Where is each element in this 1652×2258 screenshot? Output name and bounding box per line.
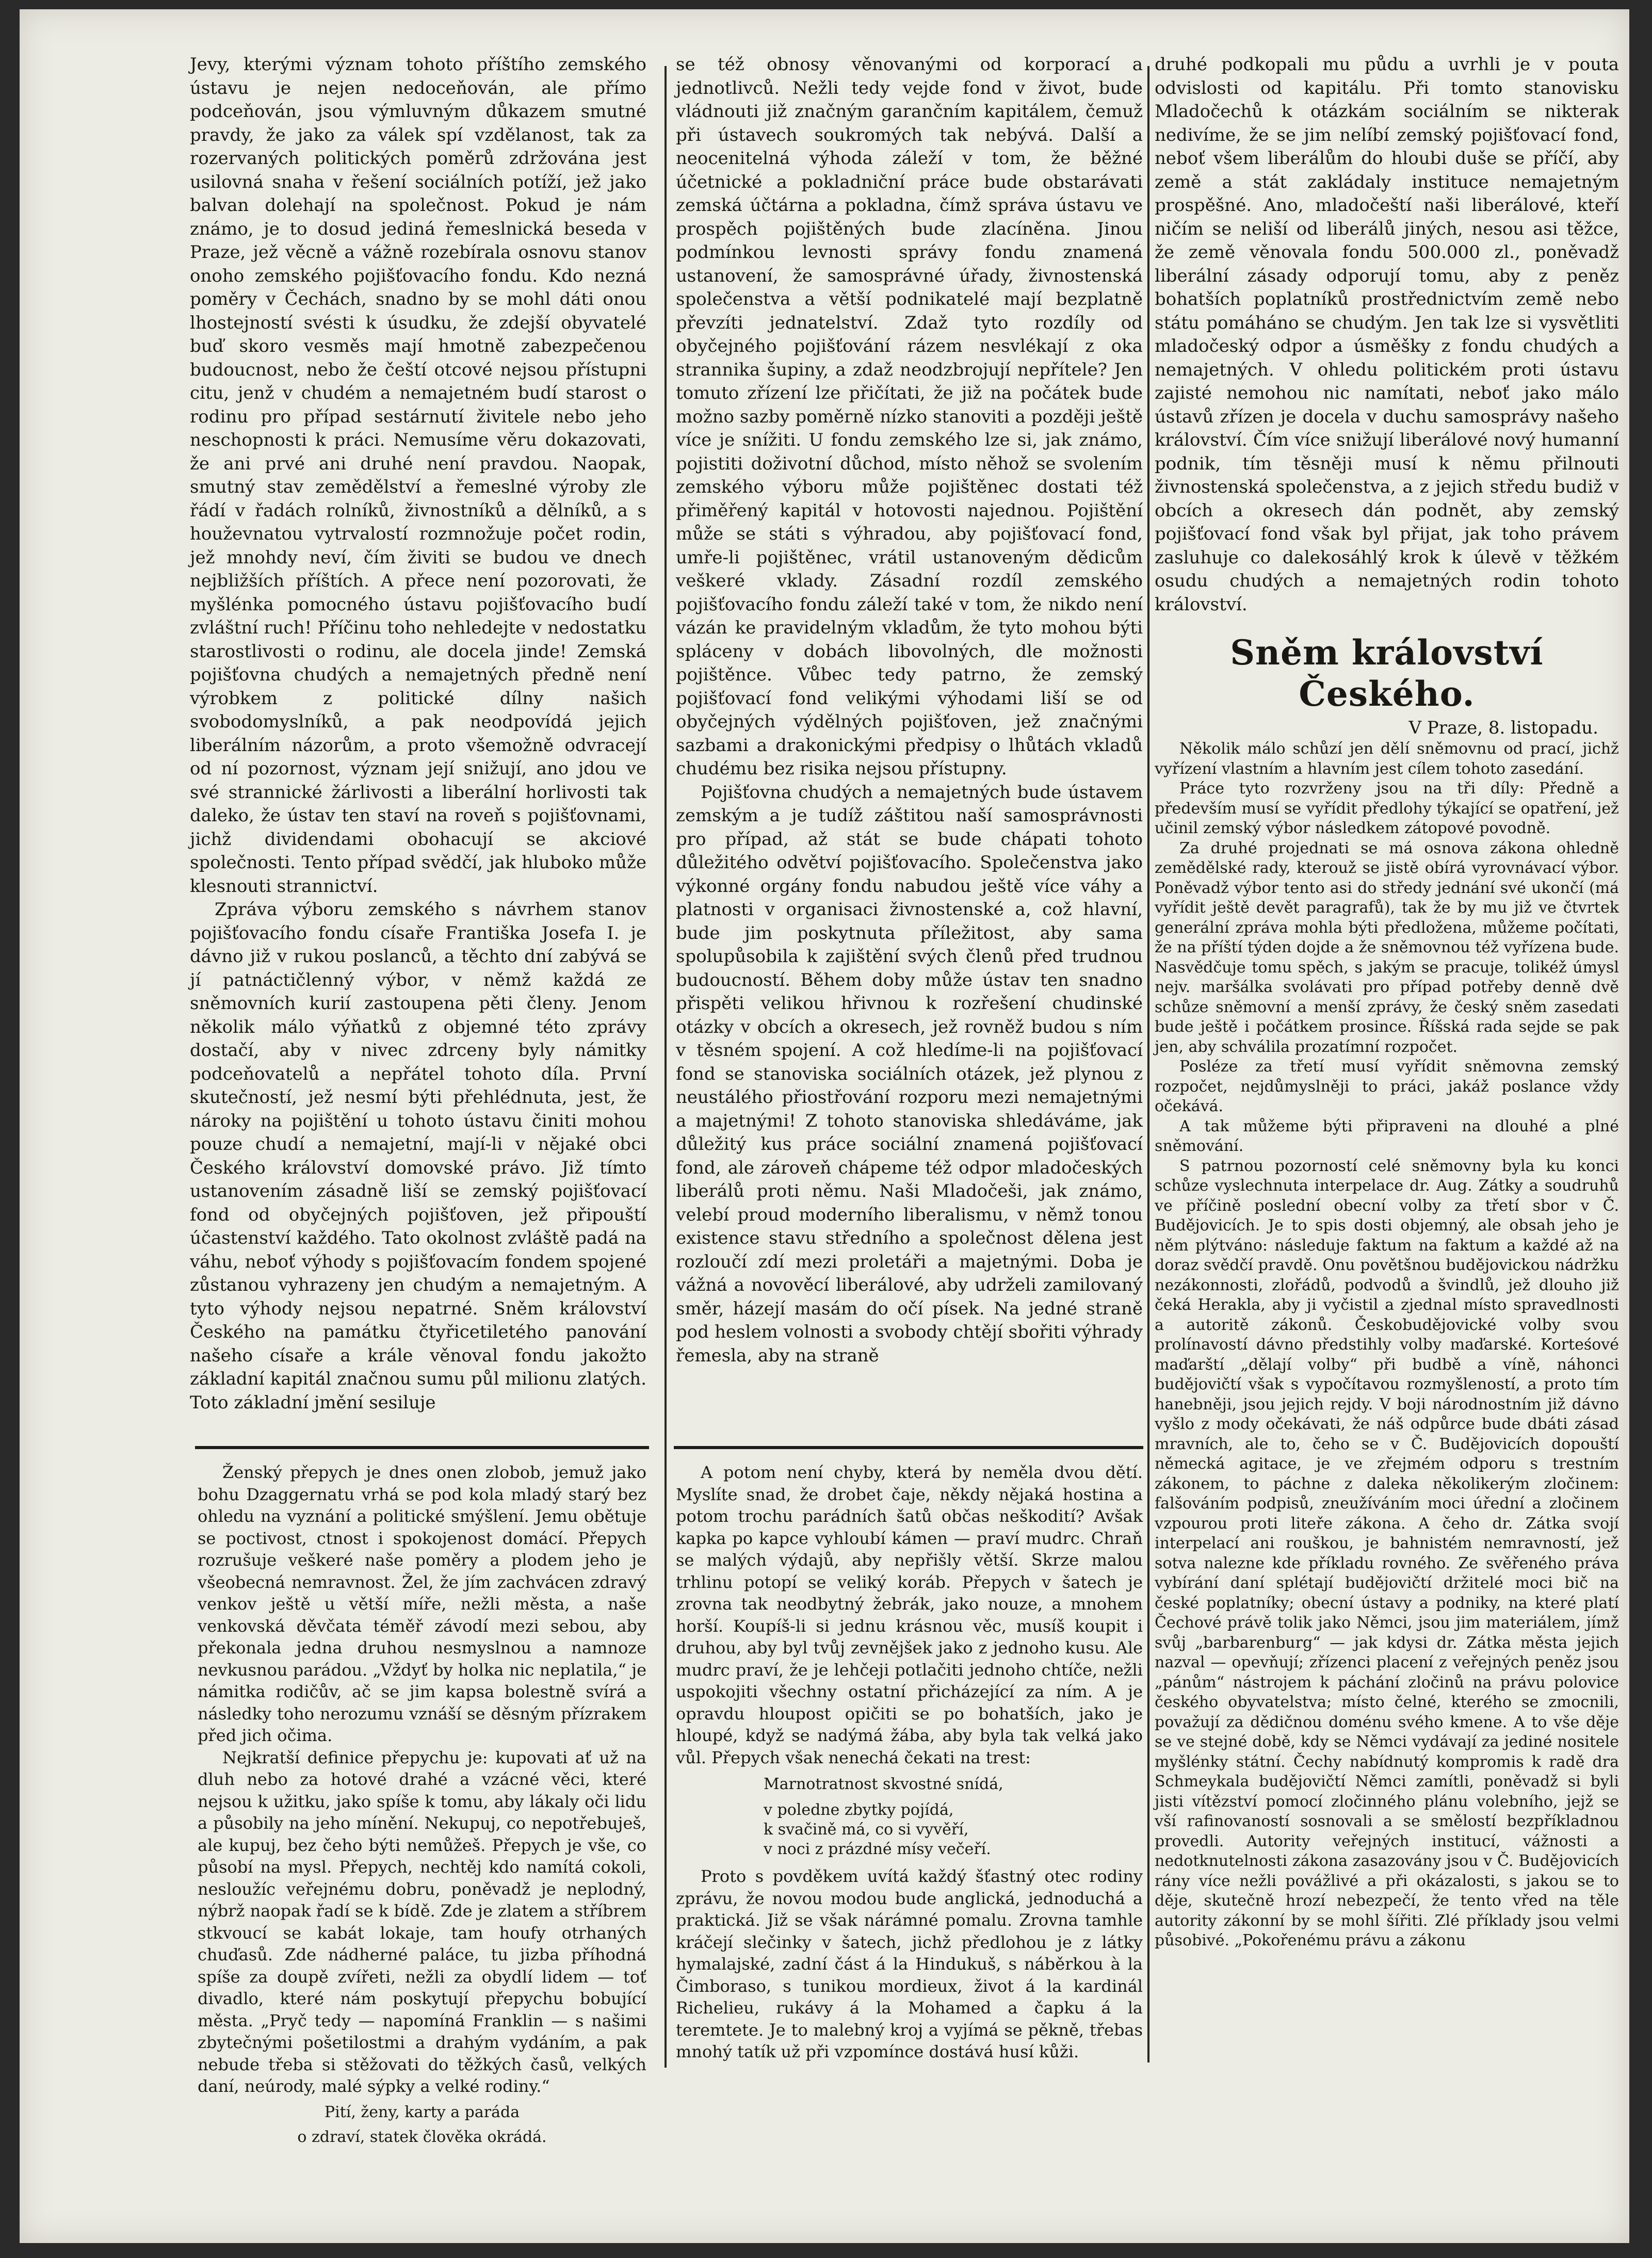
feuilleton-rule <box>674 1446 1143 1449</box>
article-paragraph: se též obnosy věnovanými od korporací a jednotlivců. Nežli tedy vejde fond v život, bude vládnouti již značným garančním kapitálem, čemuž při ústavech soukromých tak nebývá. Další a neocenitelná výhoda záleží v tom, že běžné účetnické a pokladniční práce bude obstarávati zemská účtárna a pokladna, čímž správa ústavu ve prospěch pojištěných bude zlacíněna. Jinou podmínkou levnosti správy fondu znamená ustanovení, že samosprávné úřady, živnostenská společenstva a větší podnikatelé mají bezplatně převzíti jednatelství. Zdaž tyto rozdíly od obyčejného pojišťování rázem nesvlékají z oka strannika šupiny, a zdaž neodzbrojují nepřítele? Jen tomuto zřízení lze přičítati, že již na počátek bude možno sazby poměrně nízko stanoviti a později ještě více je snížiti. U fondu zemského lze si, jak známo, pojistiti doživotní důchod, místo něhož se svolením zemského výboru může pojištěnec dostati též přiměřený kapitál v hotovosti najednou. Pojištění může se státi s výhradou, aby pojišťovací fond, umře-li pojištěnec, vrátil ustanoveným dědicům veškeré vklady. Zásadní rozdíl zemského pojišťovacího fondu záleží také v tom, že nikdo není vázán ke pravidelným vkladům, že tyto mohou býti spláceny v dobách libovolných, dle možnosti pojištěnce. Vůbec tedy patrno, že zemský pojišťovací fond velikými výhodami liší se od obyčejných výdělných pojišťoven, jež značnými sazbami a drakonickými předpisy o lhůtách vkladů chudému bez risika nejsou přístupny. <box>676 54 1143 779</box>
article-paragraph: Pojišťovna chudých a nemajetných bude ústavem zemským a je tudíž záštitou naší samosprávnosti pro případ, až stát se bude chápati tohoto důležitého odvětví pojišťovacího. Společenstva jako výkonné orgány fondu nabudou ještě více váhy a platnosti v organisaci živnostenské a, což hlavní, bude jim poskytnuta příležitost, aby sama spolupůsobila k zajištění svých členů před trudnou budoucností. Během doby může ústav ten snadno přispěti velikou hřivnou k rozřešení chudinské otázky v obcích a okresech, jež rovněž budou s ním v těsném spojení. A což hledíme-li na pojišťovací fond se stanoviska sociálních otázek, jež plynou z neustálého přiostřování rozporu mezi nemajetnými a majetnými! Z tohoto stanoviska shledáváme, jak důležitý kus práce sociální znamená pojišťovací fond, ale zároveň chápeme též odpor mladočeských liberálů proti němu. Naši Mladočeši, jak známo, velebí proud moderního liberalismu, v němž tonou existence stavu středního a společnost dělena jest rozloučí zdí mezi proletáři a majetnými. Doba je vážná a novověcí liberálové, aby udrželi zamilovaný směr, házejí masám do očí písek. Na jedné straně pod heslem volnosti a svobody chtějí sbořiti výhrady řemesla, aby na straně <box>676 782 1143 1366</box>
article-column-2 <box>676 53 1143 1368</box>
feuilleton-column-1 <box>198 1461 646 2152</box>
column-rule <box>1147 66 1149 2062</box>
section-heading: Sněm království Českého. <box>1230 632 1544 714</box>
column-rule <box>665 66 667 2068</box>
article-paragraph: Za druhé projednati se má osnova zákona ohledně zemědělské rady, kterouž se jistě obírá vyrovnávací výbor. Poněvadž výbor tento asi do středy jednání své ukončí (má vyřídit ještě devět paragrafů), tak že by mu již ve čtvrtek generální zpráva mohla býti předložena, můžeme počítati, že na příští týden dojde a že sněmovnou též vyřízena bude. Nasvědčuje tomu spěch, s jakým se pracuje, tolikéž úmysl nejv. maršálka svolávati pro případ potřeby denně dvě schůze sněmovní a menší zprávy, že český sněm zasedati bude ještě i počátkem prosince. Říšská rada sejde se pak jen, aby schválila prozatímní rozpočet. <box>1155 839 1619 1056</box>
article-paragraph: druhé podkopali mu půdu a uvrhli je v pouta odvislosti od kapitálu. Při tomto stanovisku Mladočechů k otázkám sociálním se nikterak nedivíme, že se jim nelíbí zemský pojišťovací fond, neboť všem liberálům do hloubi duše se příčí, aby země a stát zakládaly instituce nemajetným prospěšné. Ano, mladočeští naši liberálové, kteří ničím se neliší od liberálů jiných, nesou asi těžce, že země věnovala fondu 500.000 zl., poněvadž liberální zásady odporují tomu, aby z peněz bohatších poplatníků prostřednictvím země nebo státu pomáháno se chudým. Jen tak lze si vysvětliti mladočeský odpor a úsměšky z fondu chudých a nemajetných. V ohledu politickém proti ústavu zajisté nemohou nic namítati, neboť jako málo ústavů zřízen je docela v duchu samosprávy našeho království. Čím více snižují liberálové nový humanní podnik, tím těsněji musí k němu přilnouti živnostenská společenstva, a z jejich středu budiž v obcích a okresech dán podnět, aby zemský pojišťovací fond však byl přijat, jak toho právem zasluhuje co dalekosáhlý krok k úlevě v těžkém osudu chudých a nemajetných rodin tohoto království. <box>1155 54 1619 615</box>
verse-line: k svačině má, co si vyvěří, <box>764 1821 969 1839</box>
article-column-3 <box>1155 53 1619 1951</box>
verse-line: v poledne zbytky pojídá, <box>764 1801 954 1819</box>
feuilleton-paragraph: Nejkratší definice přepychu je: kupovati ať už na dluh nebo za hotové drahé a vzácné věci, které nejsou k užitku, jako spíše k tomu, aby lákaly oči lidu a působily na jeho mínění. Nekupuj, co nepotřebuješ, ale kupuj, bez čeho býti nemůžeš. Přepych je vše, co působí na mysl. Přepych, nechtěj kdo namítá cokoli, nesloužíc veřejnému dobru, poněvadž je neplodný, nýbrž naopak řadí se k bídě. Zde je zlatem a stříbrem stkvoucí se kabát lokaje, tam houfy otrhaných chuďasů. Zde nádherné paláce, tu jizba příhodná spíše za doupě zvířeti, nežli za obydlí lidem — toť divadlo, které nám poskytují přepychu bobující města. „Pryč tedy — napomíná Franklin — s našimi zbytečnými pošetilostmi a drahým vydáním, a pak nebude třeba si stěžovati do těžkých časů, velkých daní, neúrody, malé sýpky a velké rodiny.“ <box>198 1747 646 2096</box>
article-paragraph: Několik málo schůzí jen dělí sněmovnu od prací, jichž vyřízení vlastním a hlavním jest cílem tohoto zasedání. <box>1155 740 1619 778</box>
article-paragraph: Zpráva výboru zemského s návrhem stanov pojišťovacího fondu císaře Františka Josefa I. je dávno již v rukou poslanců, a těchto dní zabývá se jí patnáctičlenný výbor, v němž každá ze sněmovních kurií zastoupena pěti členy. Jenom několik málo výňatků z objemné této zprávy dostačí, aby v nivec zdrceny byly námitky podceňovatelů a nepřátel tohoto díla. První skutečností, jež nesmí býti přehlédnuta, jest, že nároky na pojištění u tohoto ústavu činiti mohou pouze chudí a nemajetní, mají-li v nějaké obci Českého království domovské právo. Již tímto ustanovením zásadně liší se zemský pojišťovací fond od obyčejných pojišťoven, jež připouští účastenství každého. Tato okolnost zvláště padá na váhu, neboť výhody s pojišťovacím fondem spojené zůstanou vyhrazeny jen chudým a nemajetným. A tyto výhody nejsou nepatrné. Sněm království Českého na památku čtyřicetiletého panování našeho císaře a krále věnoval fondu jakožto základní kapitál značnou sumu půl milionu zlatých. Toto základní jmění sesiluje <box>190 899 646 1413</box>
article-paragraph: A tak můžeme býti připraveni na dlouhé a plné sněmování. <box>1155 1117 1619 1155</box>
article-paragraph: Posléze za třetí musí vyřídit sněmovna zemský rozpočet, nejdůmyslněji to práci, jakáž poslance vždy očekává. <box>1155 1058 1619 1115</box>
article-paragraph: Práce tyto rozvrženy jsou na tři díly: Předně a především musí se vyřídit předlohy týkající se opatření, jež učinil zemský výbor následkem zátopové povodně. <box>1155 779 1619 837</box>
article-paragraph: S patrnou pozorností celé sněmovny byla ku konci schůze vyslechnuta interpelace dr. Aug. Zátky a soudruhů ve příčině poslední obecní volby za třetí sbor v Č. Budějovicích. Je to spis dosti objemný, ale obsah jeho je něm plýtváno: následuje faktum na faktum a každé až na doraz svědčí pravdě. Onu povětšnou budějovickou nádržku nezákonnosti, zlořádů, podvodů a švindlů, jež dlouho již čeká Herakla, aby ji vyčistil a zjednal místo spravedlnosti a autoritě zákonů. Českobudějovické volby svou prolínavostí dávno předstihly volby maďarské. Korteśové maďarští „dělají volby“ při budbě a víně, náhonci budějovičtí však s vypočítavou rozmyšleností, a proto tím hanebněji, jsou jejich rejdy. V boji národnostním již dávno vyšlo z mody očekávati, že náš odpůrce bude dbáti zásad mravních, ale to, čeho se v Č. Budějovicích dopouští německá agitace, je ve zřejmém odporu s trestním zákonem, to páchne z daleka několikerým zločinem: falšováním podpisů, zneužíváním moci úřední a zločinem vzpourou proti liteře zákona. A čeho dr. Zátka svojí interpelací ani rouškou, je bahnistém nemravností, jež sotva nalezne kde příkladu rovného. Ze svěřeného práva vybírání daní splétají budějovičtí držitelé moci bič na české poplatníky; obecní ústavy a podniky, na které platí Čechové právě tolik jako Němci, jsou jim materiálem, jímž svůj „barbarenburg“ — jak kdysi dr. Zátka města jejich nazval — opevňují; zřízenci placení z veřejných peněz jsou „pánům“ nástrojem k páchání zločinů na právu polovice českého obyvatelstva; místo čelné, kterého se zmocnili, považují za dědičnou doménu svého kmene. A to vše děje se ve stejné době, kdy se Němci vydávají za jediné nositele myšlénky státní. Čechy nabídnutý kompromis k radě dra Schmeykala budějovičtí Němci zamítli, poněvadž si byli jisti vítězství pomocí zločinného plánu volebního, jejž se vší rafinovaností sosnovali a se smělostí bezpříkladnou provedli. Autority veřejných institucí, vážnosti a nedotknutelnosti zákona zasazovány jsou v Č. Budějovicích rány více nežli povážlivé a při okázalosti, s jakou se to děje, skutečně hrozí nebezpečí, že tento vřed na těle autority zákonní by se mohl šířiti. Zlé příklady jsou velmi působivé. „Pokořenému právu a zákonu <box>1155 1157 1619 1950</box>
proverb-line: Pití, ženy, karty a paráda <box>324 2103 520 2121</box>
feuilleton-rule <box>195 1446 649 1449</box>
feuilleton-column-2 <box>676 1461 1143 2063</box>
feuilleton-paragraph: A potom není chyby, která by neměla dvou dětí. Myslíte snad, že drobet čaje, někdy nějaká hostina a potom trochu parádních šatů občas neškodití? Avšak kapka po kapce vyhloubí kámen — praví mudrc. Chraň se malých výdajů, aby nepřišly větší. Skrze malou trhlinu potopí se veliký koráb. Přepych v šatech je zrovna tak neodbytný žebrák, jako nouze, a mnohem horší. Koupíš-li si jednu krásnou věc, musíš koupit i druhou, aby byl tvůj zevnějšek jako z jednoho kusu. Ale mudrc praví, že je lehčeji potlačiti jednoho chtíče, nežli uspokojiti všechny ostatní přicházející za ním. A je opravdu hloupost opičiti se po bohatších, jako je hloupé, když se nadýmá žába, aby byla tak velká jako vůl. Přepych však nenechá čekati na trest: <box>676 1463 1143 1767</box>
proverb-line: o zdraví, statek člověka okrádá. <box>297 2127 547 2146</box>
article-paragraph: Jevy, kterými význam tohoto příštího zemského ústavu je nejen nedoceňován, ale přímo podceňován, jsou výmluvným důkazem smutné pravdy, že jako za válek spí vzdělanost, tak za rozervaných politických poměrů zdržována jest usilovná snaha v řešení sociálních potíží, jež jako balvan dolehají na společnost. Pokud je nám známo, je to dosud jediná řemeslnická beseda v Praze, jež věcně a vážně rozebírala osnovu stanov onoho zemského pojišťovacího fondu. Kdo nezná poměry v Čechách, snadno by se mohl dáti onou lhostejností svésti k úsudku, že zdejší obyvatelé buď skoro vesměs mají hmotně zabezpečenou budoucnost, nebo že čeští otcové nejsou přístupni citu, jenž v chudém a nemajetném budí starost o rodinu pro případ sestárnutí živitele nebo jeho neschopnosti k práci. Nemusíme věru dokazovati, že ani prvé ani druhé není pravdou. Naopak, smutný stav zemědělství a řemeslné výroby zle řádí v řadách rolníků, živnostníků a dělníků, a s houževnatou vytrvalostí rozmnožuje počet rodin, jež mnohdy neví, čím živiti se budou ve dnech nejbližších příštích. A přece není pozorovati, že myšlénka pomocného ústavu pojišťovacího budí zvláštní ruch! Příčinu toho nehledejte v nedostatku starostlivosti o rodinu, ale docela jinde! Zemská pojišťovna chudých a nemajetných předně není výrobkem z politické dílny našich svobodomyslníků, a pak neodpovídá jejich liberálním názorům, a proto všemožně odvracejí od ní pozornost, význam její snižují, ano jdou ve své strannické žárlivosti a liberální horlivosti tak daleko, že ústav ten staví na roveň s pojišťovnami, jichž dividendami obohacují se akciové společnosti. Tento případ svědčí, jak hluboko může klesnouti strannictví. <box>190 54 646 897</box>
feuilleton-paragraph: Ženský přepych je dnes onen zlobob, jemuž jako bohu Dzaggernatu vrhá se pod kola mladý starý bez ohledu na vyznání a politické smýšlení. Jemu obětuje se poctivost, ctnost i spokojenost domácí. Přepych rozrušuje veškeré naše poměry a plodem jeho je všeobecná nemravnost. Žel, že jím zachvácen zdravý venkov ještě u větší míře, nežli města, a naše venkovská děvčata téměř závodí mezi sebou, aby překonala jedna druhou nesmyslnou a namnoze nevkusnou parádou. „Vždyť by holka nic neplatila,“ je námitka rodičův, ač se jim kapsa bolestně svírá a následky toho nerozumu vznáší se děsným přízrakem před jich očima. <box>198 1463 646 1745</box>
verse-line: Marnotratnost skvostné snídá, <box>764 1775 1003 1793</box>
dateline: V Praze, 8. listopadu. <box>1408 718 1598 738</box>
feuilleton-paragraph: Proto s povděkem uvítá každý šťastný otec rodiny zprávu, že novou modou bude anglická, jednoduchá a praktická. Již se však nárámné pomalu. Zrovna tamhle kráčejí slečinky v šatech, jichž předlohou je z látky hymalajské, zadní část á la Hindukuš, s náběrkou à la Čimboraso, s tunikou mordieux, život á la kardinál Richelieu, rukávy á la Mohamed a čapku á la teremtete. Je to malebný kroj a vyjímá se pěkně, třebas mnohý tatík už při vzpomínce dostává husí kůži. <box>676 1866 1143 2061</box>
article-column-1 <box>190 53 646 1415</box>
verse-line: v noci z prázdné mísy večeří. <box>764 1840 991 1858</box>
newspaper-page <box>20 9 1629 2243</box>
